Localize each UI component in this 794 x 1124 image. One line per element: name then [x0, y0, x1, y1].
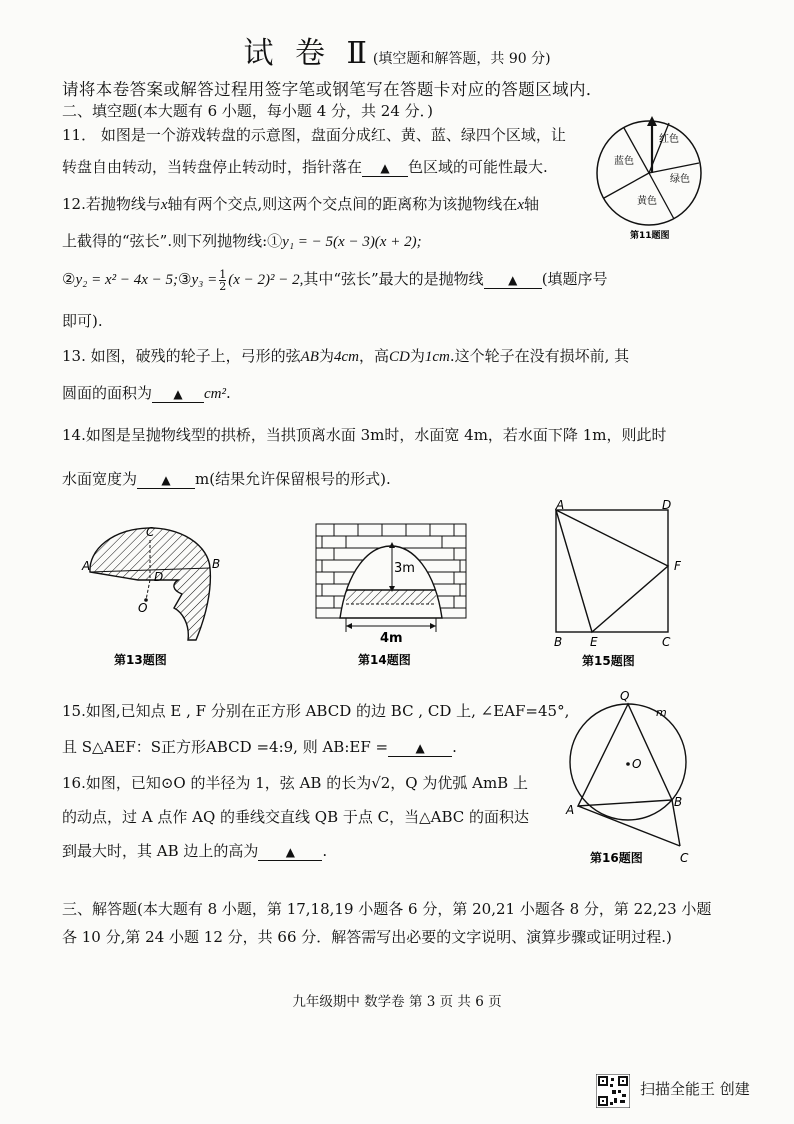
title-note: (填空题和解答题，共 90 分): [372, 51, 551, 67]
q11-caption: 第11题图: [630, 231, 670, 241]
label-B: B: [212, 557, 221, 571]
label-width: 4m: [380, 631, 403, 646]
q15-line2: 且 S△AEF：S正方形ABCD =4:9, 则 AB:EF = ▲ .: [62, 738, 457, 756]
label-B: B: [674, 795, 683, 809]
scanner-watermark: 扫描全能王 创建: [640, 1080, 750, 1098]
q16-line1: 16.如图，已知⊙O 的半径为 1，弦 AB 的长为√2，Q 为优弧 AmB 上: [62, 774, 528, 792]
q11-spinner-figure: [594, 108, 704, 242]
answer-blank-marker: ▲: [380, 161, 390, 175]
label-blue: 蓝色: [614, 156, 634, 167]
instruction: 请将本卷答案或解答过程用签字笔或钢笔写在答题卡对应的答题区域内．: [62, 80, 603, 99]
label-A: A: [566, 803, 575, 817]
label-D: D: [662, 500, 672, 512]
label-F: F: [674, 559, 681, 573]
section3-line2: 各 10 分,第 24 小题 12 分，共 66 分．解答需写出必要的文字说明、演算步骤或证明过程.): [62, 928, 672, 946]
q11-line2: 转盘自由转动，当转盘停止转动时，指针落在 ▲ 色区域的可能性最大.: [62, 158, 548, 176]
label-C: C: [146, 525, 155, 539]
label-A: A: [556, 500, 565, 512]
label-m: m: [656, 706, 667, 719]
label-B: B: [554, 635, 563, 649]
q12-line1: 12.若抛物线与x轴有两个交点,则这两个交点间的距离称为该抛物线在x轴: [62, 195, 539, 213]
label-C: C: [680, 851, 689, 865]
label-O: O: [138, 601, 148, 615]
label-yellow: 黄色: [637, 196, 657, 207]
label-Q: Q: [620, 690, 630, 703]
q14-line2: 水面宽度为 ▲ m(结果允许保留根号的形式).: [62, 470, 391, 488]
square-ABCD: [556, 510, 668, 632]
page-footer: 九年级期中 数学卷 第 3 页 共 6 页: [292, 994, 502, 1010]
label-height: 3m: [394, 561, 415, 576]
label-A: A: [82, 559, 91, 573]
q15-line1: 15.如图,已知点 E , F 分别在正方形 ABCD 的边 BC , CD 上, ∠EAF=45°,: [62, 702, 570, 720]
q11-line1: 11． 如图是一个游戏转盘的示意图，盘面分成红、黄、蓝、绿四个区域，让: [62, 126, 566, 144]
q13-line1: 13. 如图，破残的轮子上，弓形的弦AB为4cm，高CD为1cm.这个轮子在没有损坏前, 其: [62, 347, 630, 365]
q16-circle-figure: [560, 690, 710, 870]
q16-caption: 第16题图: [590, 851, 643, 865]
label-C: C: [662, 635, 671, 649]
label-E: E: [590, 635, 598, 649]
q12-line2: 上截得的“弦长”.则下列抛物线:①y₁ = − 5(x − 3)(x + 2);: [62, 232, 422, 250]
q16-line3: 到最大时，其 AB 边上的高为 ▲ .: [62, 842, 328, 860]
arch-opening: [340, 546, 442, 618]
wheel-fragment: [90, 528, 210, 640]
q14-caption: 第14题图: [358, 653, 411, 667]
section3-line1: 三、解答题(本大题有 8 小题，第 17,18,19 小题各 6 分，第 20,21 小题各 8 分，第 22,23 小题: [62, 900, 712, 918]
q14-arch-bridge-figure: [314, 522, 470, 668]
section2-heading: 二、填空题(本大题有 6 小题，每小题 4 分，共 24 分．): [62, 102, 433, 120]
triangle-QAB: [578, 704, 672, 806]
q12-line4: 即可).: [62, 312, 103, 330]
q15-square-figure: [548, 500, 688, 670]
label-D: D: [154, 570, 164, 584]
label-green: 绿色: [670, 174, 690, 185]
triangle-AEF: [556, 510, 668, 632]
q15-caption: 第15题图: [582, 654, 635, 668]
qr-code-icon: [596, 1074, 630, 1108]
q12-line3: ②y₂ = x² − 4x − 5;③y₃ = $\frac{1}{2}$ (x − 2)² − 2,其中“弦长”最大的是抛物线 ▲ (填题序号: [62, 267, 608, 293]
q16-line2: 的动点，过 A 点作 AQ 的垂线交直线 QB 于点 C，当△ABC 的面积达: [62, 808, 530, 826]
q13-broken-wheel-figure: [78, 520, 228, 670]
q13-caption: 第13题图: [114, 653, 167, 667]
q14-line1: 14.如图是呈抛物线型的拱桥，当拱顶离水面 3m时，水面宽 4m，若水面下降 1m，则此时: [62, 426, 667, 444]
label-O: O: [632, 757, 642, 771]
q13-line2: 圆面的面积为 ▲ cm².: [62, 384, 231, 402]
label-red: 红色: [659, 134, 679, 145]
page-title: 试 卷 Ⅱ(填空题和解答题，共 90 分): [243, 36, 551, 71]
